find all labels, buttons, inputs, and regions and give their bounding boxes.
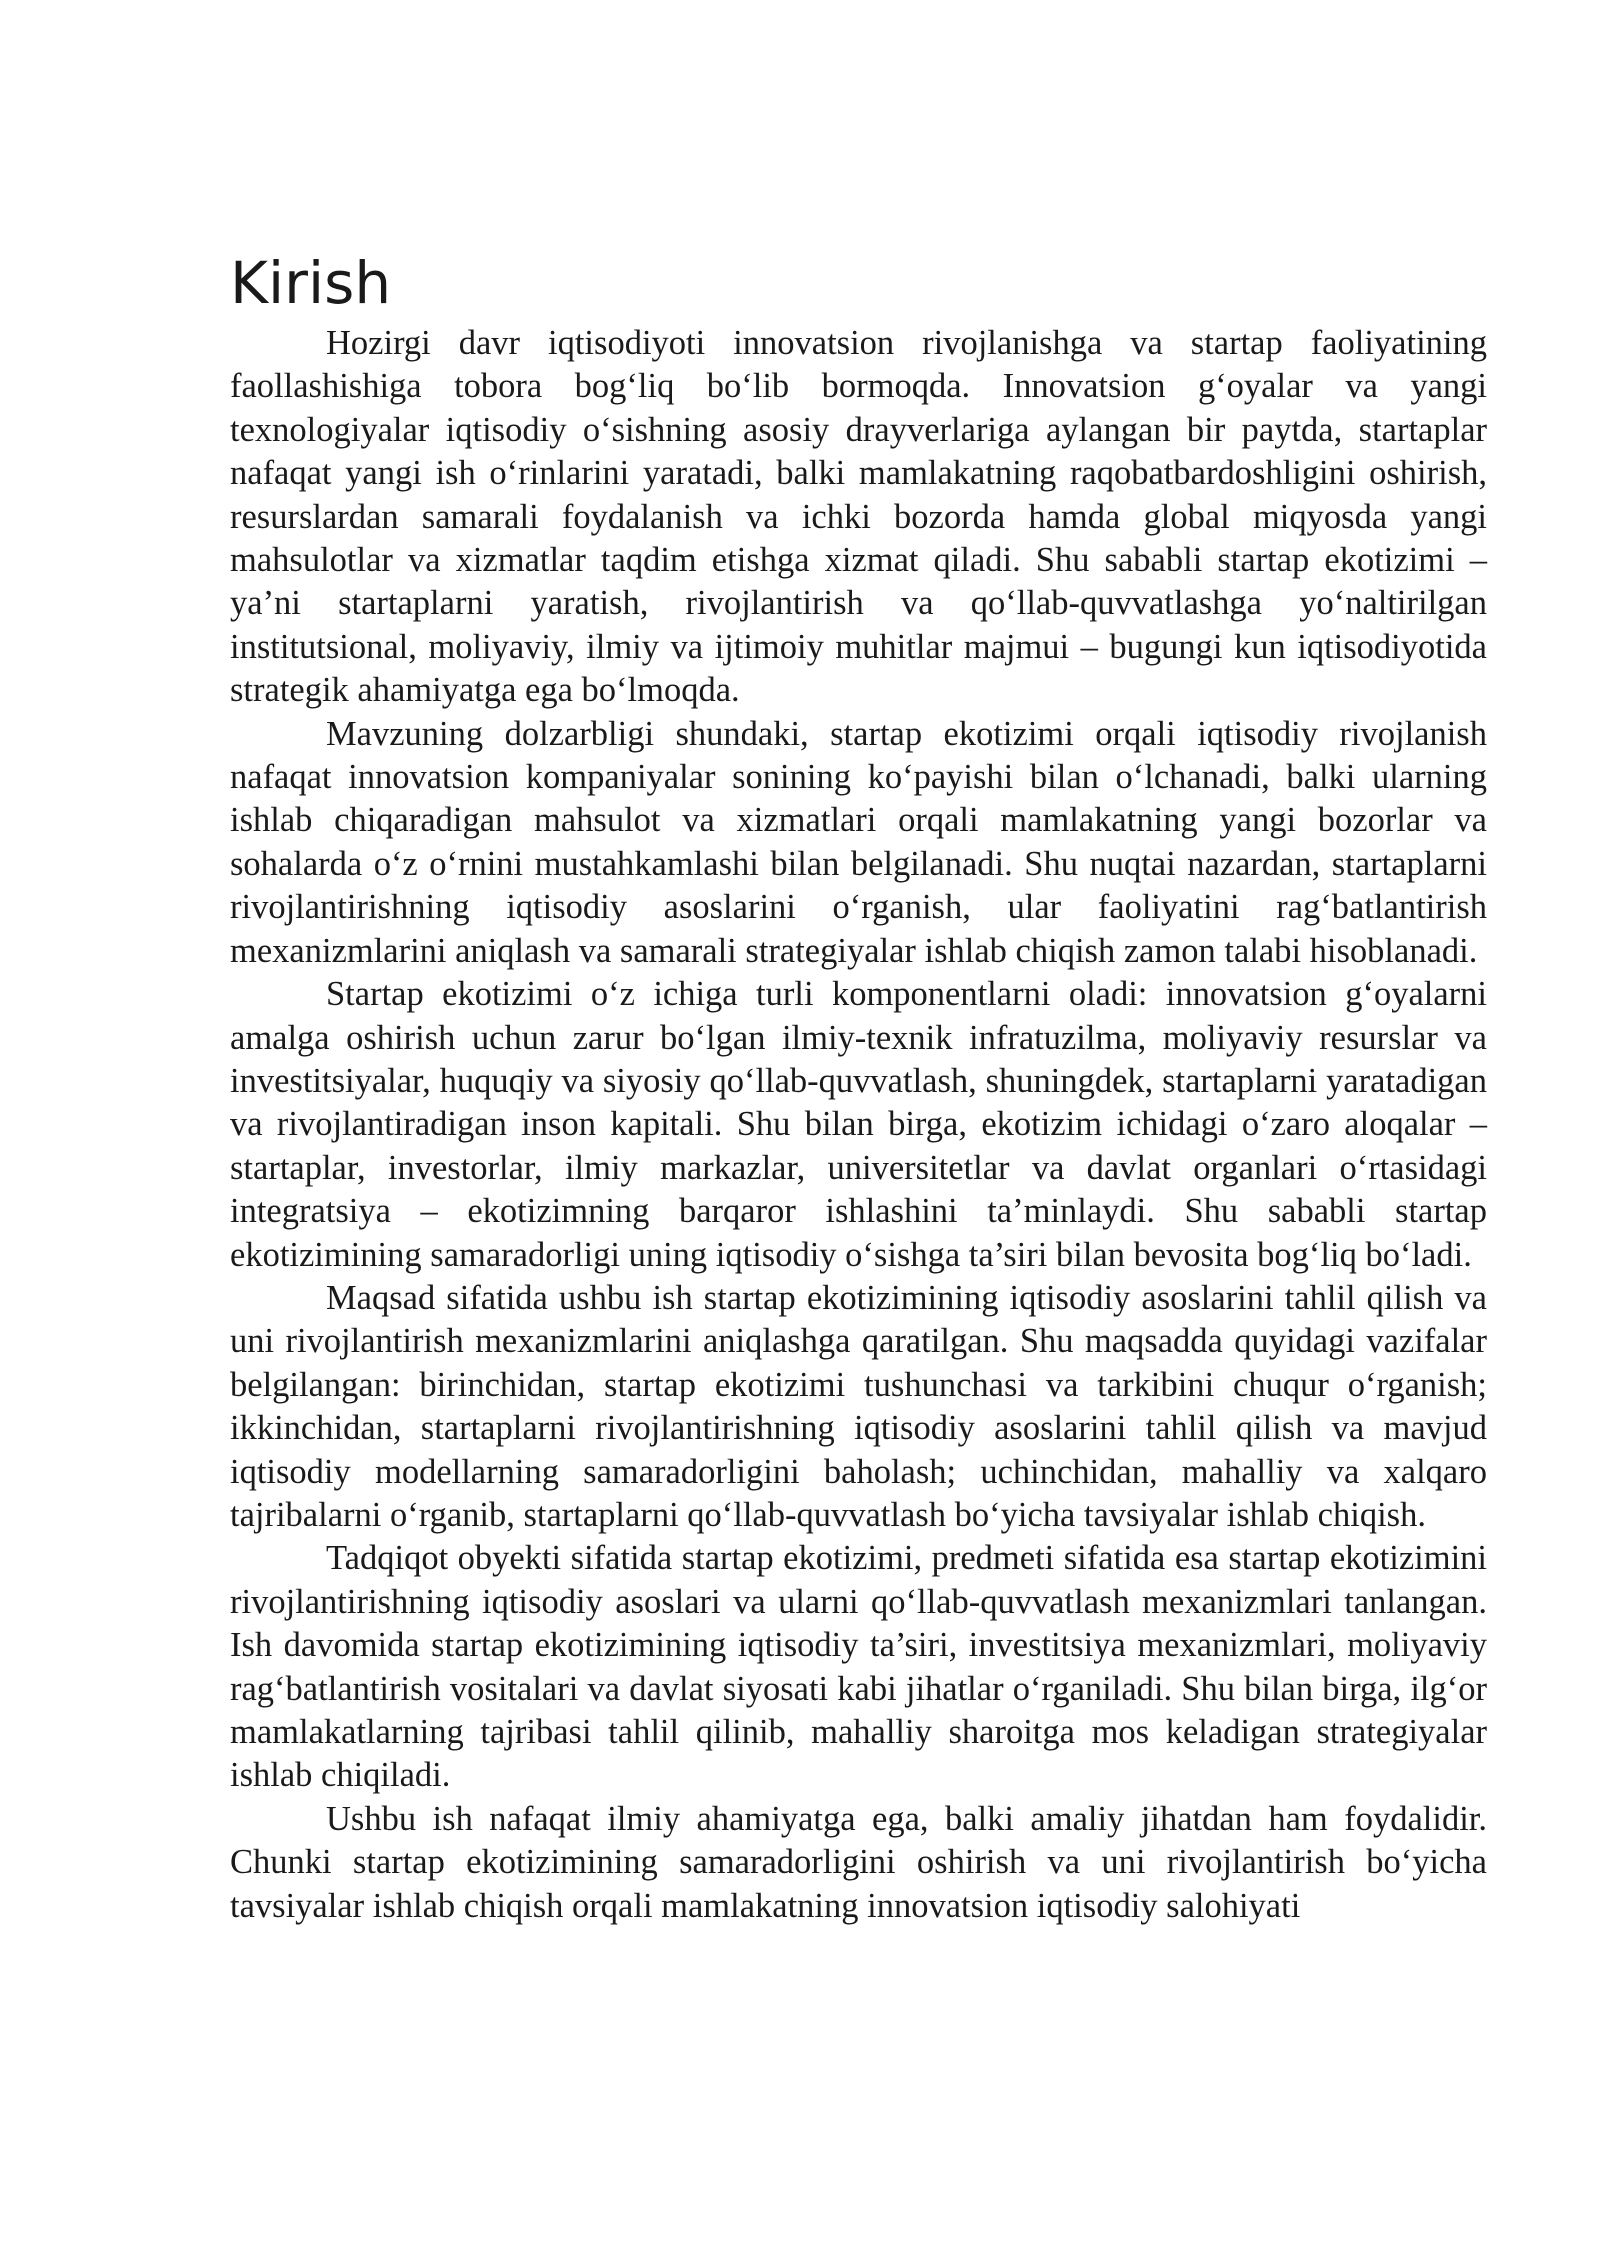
page-title: Kirish [230,249,392,317]
paragraph-intro: Hozirgi davr iqtisodiyoti innovatsion rivojlanishga va startap faoliyatining faollashishiga tobora bog‘liq bo‘lib bormoqda. Innovatsion g‘oyalar va yangi texnologiyalar iqtisodiy o‘sishning asosiy drayverlariga aylangan bir paytda, startaplar nafaqat yangi ish o‘rinlarini yaratadi, balki mamlakatning raqobatbardoshligini oshirish, resurslardan samarali foydalanish va ichki bozorda hamda global miqyosda yangi mahsulotlar va xizmatlar taqdim etishga xizmat qiladi. Shu sababli startap ekotizimi – ya’ni startaplarni yaratish, rivojlantirish va qo‘llab-quvvatlashga yo‘naltirilgan institutsional, moliyaviy, ilmiy va ijtimoiy muhitlar majmui – bugungi kun iqtisodiyotida strategik ahamiyatga ega bo‘lmoqda. [230,324,1487,710]
paragraph-goal: Maqsad sifatida ushbu ish startap ekotizimining iqtisodiy asoslarini tahlil qilish va uni rivojlantirish mexanizmlarini aniqlashga qaratilgan. Shu maqsadda quyidagi vazifalar belgilangan: birinchidan, startap ekotizimi tushunchasi va tarkibini chuqur o‘rganish; ikkinchidan, startaplarni rivojlantirishning iqtisodiy asoslarini tahlil qilish va mavjud iqtisodiy modellarning samaradorligini baholash; uchinchidan, mahalliy va xalqaro tajribalarni o‘rganib, startaplarni qo‘llab-quvvatlash bo‘yicha tavsiyalar ishlab chiqish. [230,1278,1487,1534]
paragraph-research-object: Tadqiqot obyekti sifatida startap ekotizimi, predmeti sifatida esa startap ekotizimini rivojlantirishning iqtisodiy asoslari va ularni qo‘llab-quvvatlash mexanizmlari tanlangan. Ish davomida startap ekotizimining iqtisodiy ta’siri, investitsiya mexanizmlari, moliyaviy rag‘batlantirish vositalari va davlat siyosati kabi jihatlar o‘rganiladi. Shu bilan birga, ilg‘or mamlakatlarning tajribasi tahlil qilinib, mahalliy sharoitga mos keladigan strategiyalar ishlab chiqiladi. [230,1539,1487,1795]
paragraph-components: Startap ekotizimi o‘z ichiga turli komponentlarni oladi: innovatsion g‘oyalarni amalga oshirish uchun zarur bo‘lgan ilmiy-texnik infratuzilma, moliyaviy resurslar va investitsiyalar, huquqiy va siyosiy qo‘llab-quvvatlash, shuningdek, startaplarni yaratadigan va rivojlantiradigan inson kapitali. Shu bilan birga, ekotizim ichidagi o‘zaro aloqalar – startaplar, investorlar, ilmiy markazlar, universitetlar va davlat organlari o‘rtasidagi integratsiya – ekotizimning barqaror ishlashini ta’minlaydi. Shu sababli startap ekotizimining samaradorligi uning iqtisodiy o‘sishga ta’siri bilan bevosita bog‘liq bo‘ladi. [230,975,1487,1274]
paragraph-significance: Ushbu ish nafaqat ilmiy ahamiyatga ega, balki amaliy jihatdan ham foydalidir. Chunki startap ekotizimining samaradorligini oshirish va uni rivojlantirish bo‘yicha tavsiyalar ishlab chiqish orqali mamlakatning innovatsion iqtisodiy salohiyati [230,1799,1487,1925]
document-page [230,250,1487,1928]
paragraph-relevance: Mavzuning dolzarbligi shundaki, startap ekotizimi orqali iqtisodiy rivojlanish nafaqat innovatsion kompaniyalar sonining ko‘payishi bilan o‘lchanadi, balki ularning ishlab chiqaradigan mahsulot va xizmatlari orqali mamlakatning yangi bozorlar va sohalarda o‘z o‘rnini mustahkamlashi bilan belgilanadi. Shu nuqtai nazardan, startaplarni rivojlantirishning iqtisodiy asoslarini o‘rganish, ular faoliyatini rag‘batlantirish mexanizmlarini aniqlash va samarali strategiyalar ishlab chiqish zamon talabi hisoblanadi. [230,714,1487,970]
